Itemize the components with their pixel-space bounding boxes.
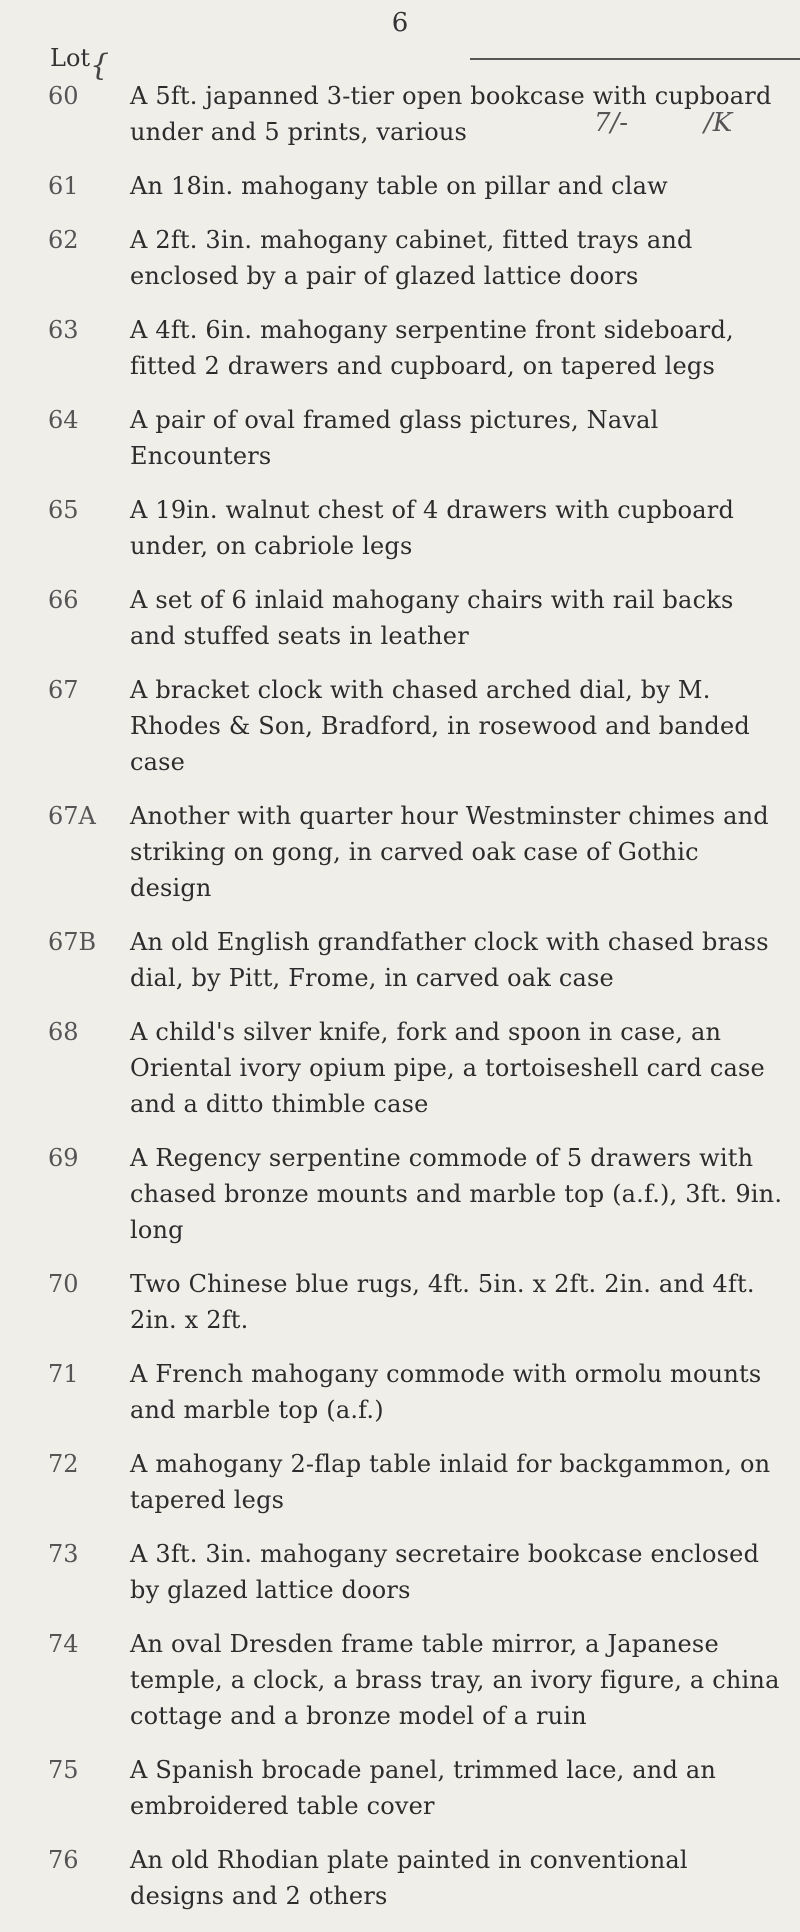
- lot-number: 66: [48, 586, 79, 614]
- lot-column-header: Lot: [50, 44, 91, 72]
- lot-entry: [0, 78, 800, 150]
- lot-entry: [0, 1842, 800, 1914]
- lot-description: A 5ft. japanned 3-tier open bookcase with cupboard under and 5 prints, various: [130, 82, 772, 146]
- lot-description: An old English grandfather clock with chased brass dial, by Pitt, Frome, in carved oak case: [130, 928, 769, 992]
- header-rule: [470, 58, 800, 60]
- lot-description: Another with quarter hour Westminster chimes and striking on gong, in carved oak case of Gothic design: [130, 802, 769, 902]
- lot-entry: [0, 1446, 800, 1518]
- lot-number: 71: [48, 1360, 79, 1388]
- lot-entry: [0, 312, 800, 384]
- lot-description: A bracket clock with chased arched dial, by M. Rhodes & Son, Bradford, in rosewood and banded case: [130, 676, 750, 776]
- lot-description: A 4ft. 6in. mahogany serpentine front sideboard, fitted 2 drawers and cupboard, on tapered legs: [130, 316, 734, 380]
- lot-entry: [0, 402, 800, 474]
- lot-entry: [0, 1356, 800, 1428]
- lot-entry: [0, 1626, 800, 1734]
- lot-number: 72: [48, 1450, 79, 1478]
- handwritten-price-note: 7/-: [594, 108, 629, 138]
- lot-description: A child's silver knife, fork and spoon in case, an Oriental ivory opium pipe, a tortoiseshell card case and a ditto thimble case: [130, 1018, 765, 1118]
- lot-description: A Spanish brocade panel, trimmed lace, and an embroidered table cover: [130, 1756, 717, 1820]
- lot-entry: [0, 798, 800, 906]
- lot-description: A 19in. walnut chest of 4 drawers with cupboard under, on cabriole legs: [130, 496, 735, 560]
- lot-description: An 18in. mahogany table on pillar and claw: [130, 172, 668, 200]
- lot-entry: [0, 1752, 800, 1824]
- lot-entry: [0, 1536, 800, 1608]
- lot-entry: [0, 582, 800, 654]
- lot-description: A pair of oval framed glass pictures, Naval Encounters: [130, 406, 659, 470]
- lot-description: A French mahogany commode with ormolu mounts and marble top (a.f.): [130, 1360, 762, 1424]
- lot-description: A Regency serpentine commode of 5 drawers with chased bronze mounts and marble top (a.f.), 3ft. 9in. long: [130, 1144, 783, 1244]
- lot-description: A mahogany 2-flap table inlaid for backgammon, on tapered legs: [130, 1450, 771, 1514]
- lot-number: 64: [48, 406, 79, 434]
- page-number: 6: [391, 8, 409, 38]
- lot-entry: [0, 1140, 800, 1248]
- lot-number: 75: [48, 1756, 79, 1784]
- lot-number: 60: [48, 82, 79, 110]
- lot-number: 74: [48, 1630, 79, 1658]
- handwritten-bracket-mark: {: [90, 48, 110, 83]
- handwritten-buyer-note: /K: [704, 108, 733, 138]
- lot-entry: [0, 222, 800, 294]
- lot-number: 76: [48, 1846, 79, 1874]
- lot-description: An oval Dresden frame table mirror, a Japanese temple, a clock, a brass tray, an ivory figure, a china cottage and a bronze model of a ruin: [130, 1630, 780, 1730]
- lot-number: 69: [48, 1144, 79, 1172]
- lot-number: 67B: [48, 928, 97, 956]
- lot-number: 61: [48, 172, 79, 200]
- lot-number: 70: [48, 1270, 79, 1298]
- lot-description: Two Chinese blue rugs, 4ft. 5in. x 2ft. 2in. and 4ft. 2in. x 2ft.: [130, 1270, 755, 1334]
- lot-entry: [0, 168, 800, 204]
- lot-number: 65: [48, 496, 79, 524]
- lot-description: A set of 6 inlaid mahogany chairs with rail backs and stuffed seats in leather: [130, 586, 734, 650]
- lot-entry: [0, 1266, 800, 1338]
- lot-entry: [0, 1014, 800, 1122]
- lot-entry: [0, 492, 800, 564]
- lot-number: 67A: [48, 802, 96, 830]
- lot-number: 73: [48, 1540, 79, 1568]
- lot-description: A 2ft. 3in. mahogany cabinet, fitted trays and enclosed by a pair of glazed lattice doors: [130, 226, 693, 290]
- lot-entry: [0, 672, 800, 780]
- lot-description: An old Rhodian plate painted in conventional designs and 2 others: [130, 1846, 688, 1910]
- lot-entry: [0, 924, 800, 996]
- lot-number: 67: [48, 676, 79, 704]
- lot-number: 68: [48, 1018, 79, 1046]
- lot-description: A 3ft. 3in. mahogany secretaire bookcase enclosed by glazed lattice doors: [130, 1540, 760, 1604]
- lot-number: 62: [48, 226, 79, 254]
- lot-list: [0, 78, 800, 1932]
- lot-number: 63: [48, 316, 79, 344]
